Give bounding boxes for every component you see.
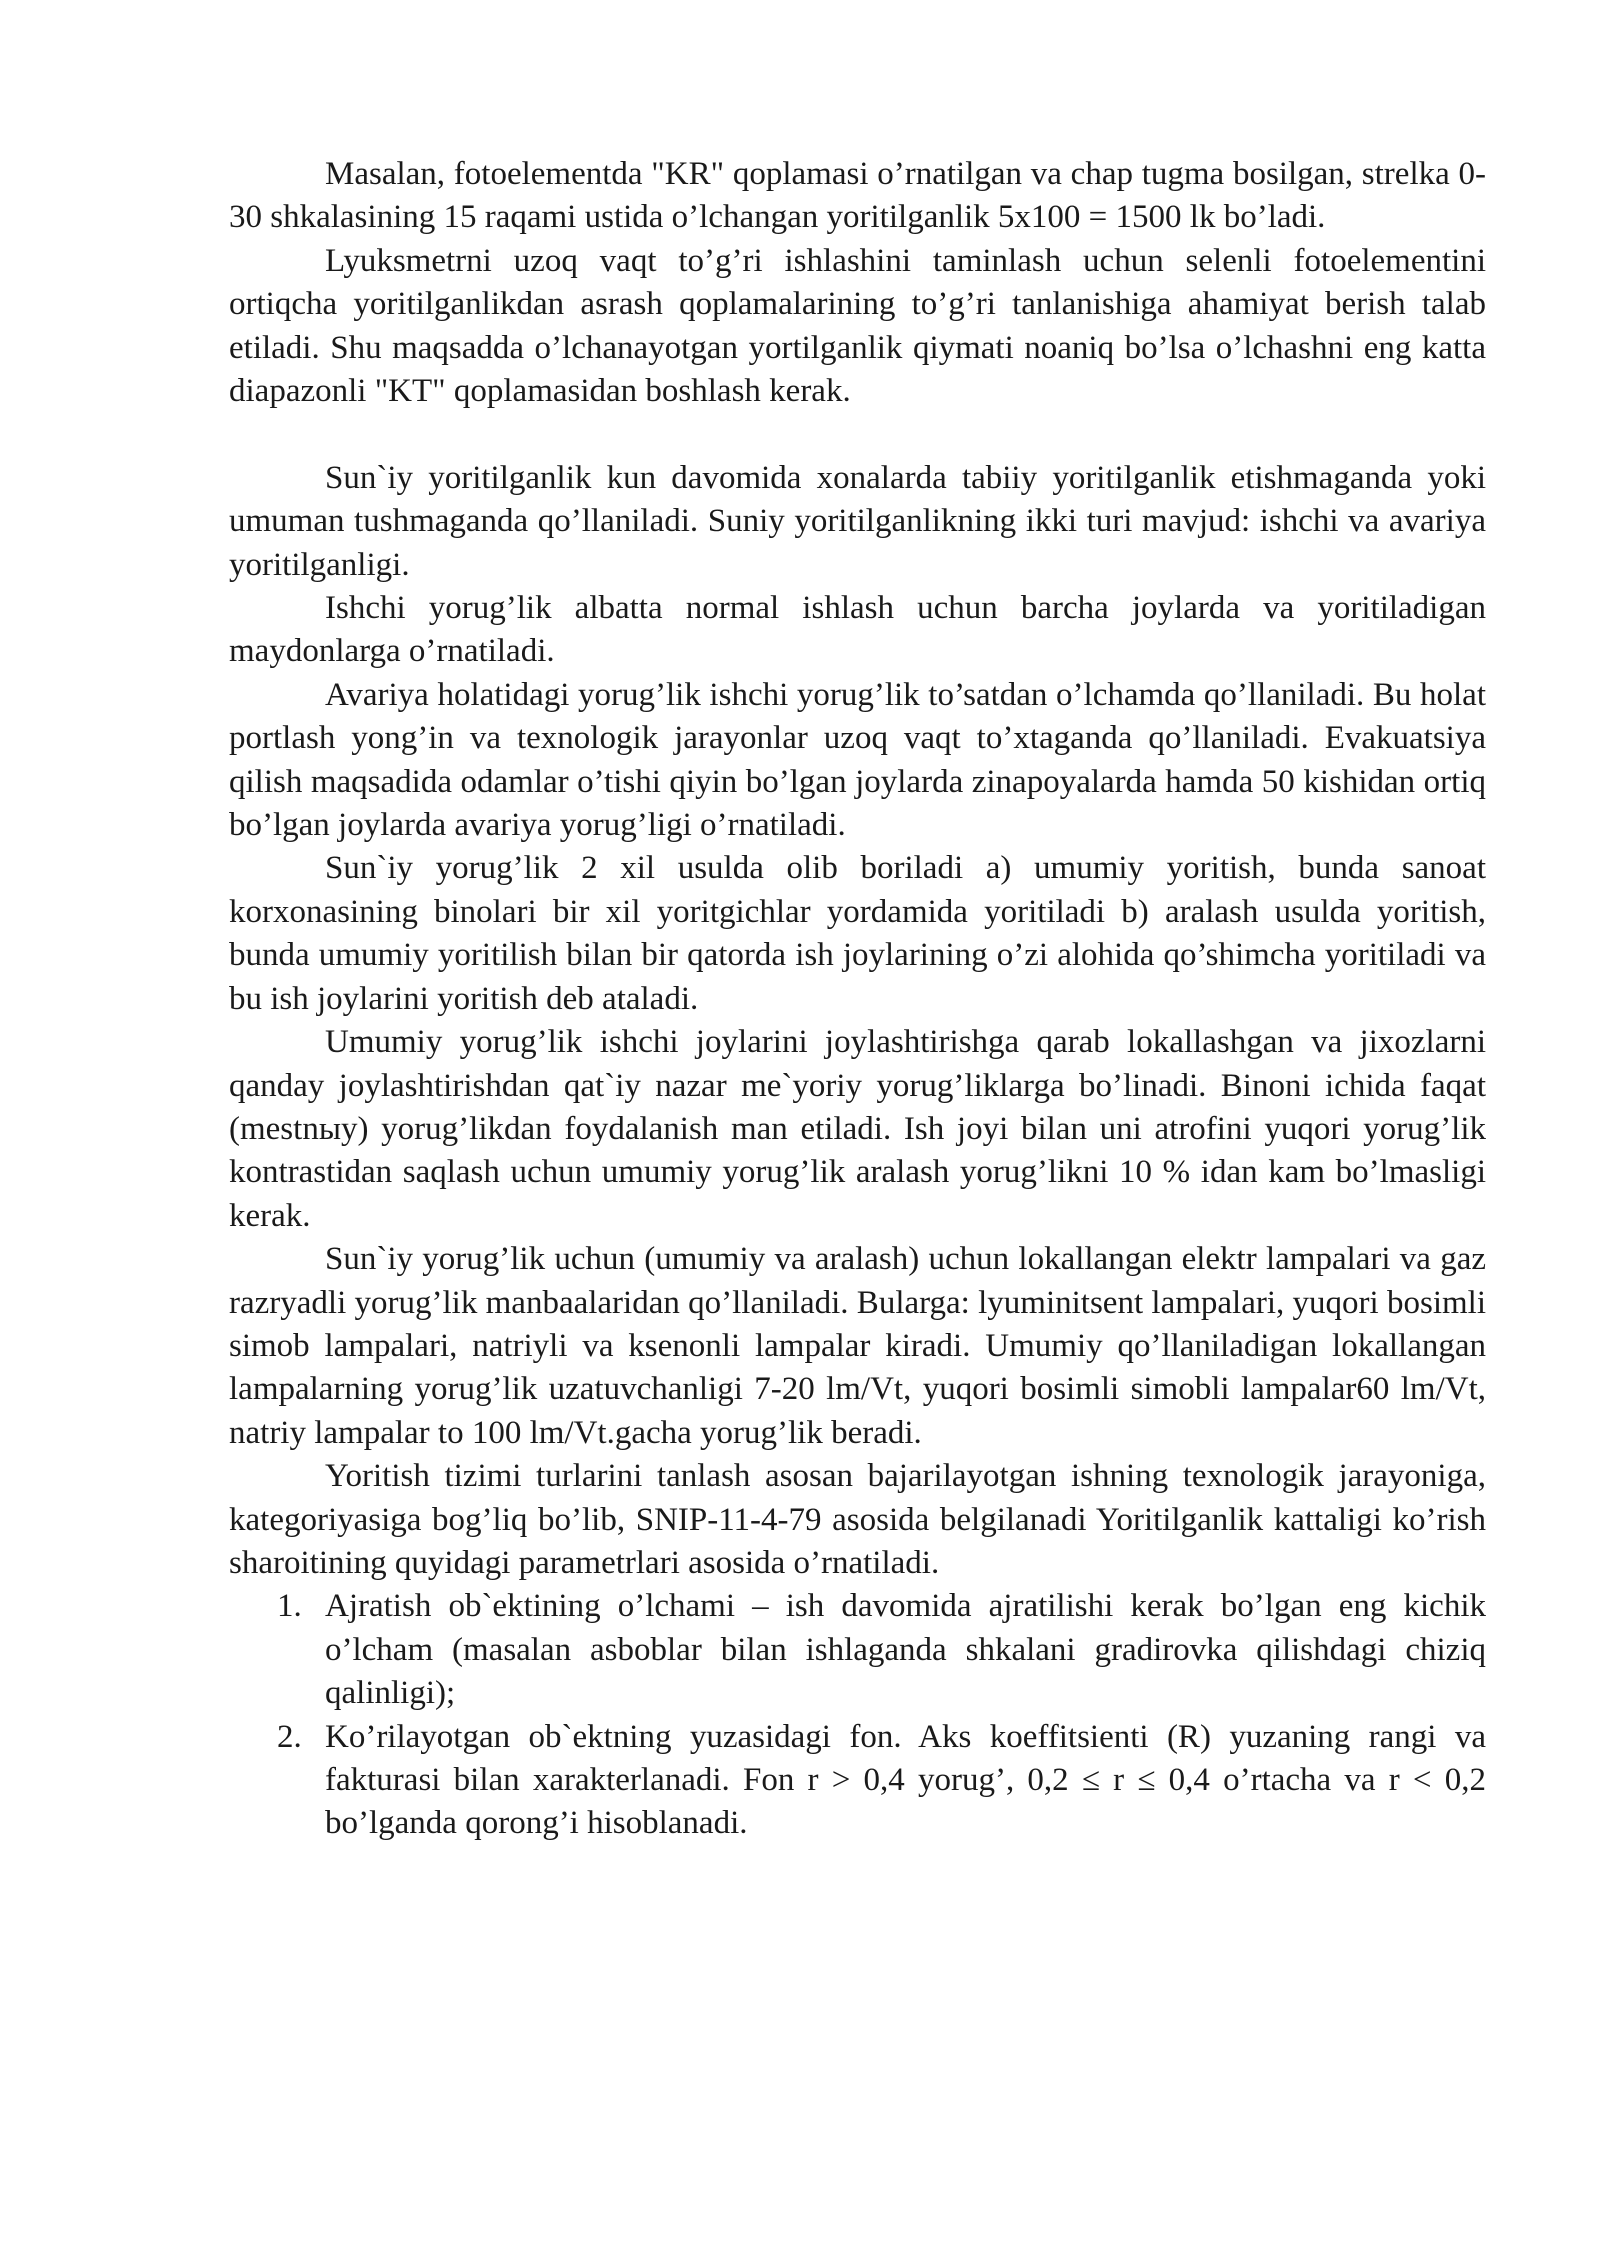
paragraph-lighting-system-selection: Yoritish tizimi turlarini tanlash asosan bajarilayotgan ishning texnologik jarayoniga, kategoriyasiga bog’liq bo’lib, SNIP-11-4-79 asosida belgilanadi Yoritilganlik kattaligi ko’rish sharoitining quyidagi parametrlari asosida o’rnatiladi. [229, 1458, 1486, 1581]
paragraph-general-lighting: Umumiy yorug’lik ishchi joylarini joylashtirishga qarab lokallashgan va jixozlarni qanday joylashtirishdan qat`iy nazar me`yoriy yorug’liklarga bo’linadi. Binoni ichida faqat (mestnыy) yorug’likdan foydalanish man etiladi. Ish joyi bilan uni atrofini yuqori yorug’lik kontrastidan saqlash uchun umumiy yorug’lik aralash yorug’likni 10 % idan kam bo’lmasligi kerak. [229, 1024, 1486, 1234]
list-item-number: 2. [277, 1718, 302, 1755]
paragraph-artificial-lighting: Sun`iy yoritilganlik kun davomida xonalarda tabiiy yoritilganlik etishmaganda yoki umuman tushmaganda qo’llaniladi. Suniy yoritilganlikning ikki turi mavjud: ishchi va avariya yoritilganligi. [229, 459, 1486, 583]
paragraph-luxmeter-example: Masalan, fotoelementda "KR" qoplamasi o’rnatilgan va chap tugma bosilgan, strelka 0-30 shkalasining 15 raqami ustida o’lchangan yoritilganlik 5x100 = 1500 lk bo’ladi. [229, 156, 1486, 236]
list-item [229, 1716, 1486, 1846]
list-item-text: Ajratish ob`ektining o’lchami – ish davomida ajratilishi kerak bo’lgan eng kichik o’lcham (masalan asboblar bilan ishlaganda shkalani gradirovka qilishdagi chiziq qalinligi); [325, 1588, 1486, 1712]
paragraph-working-lighting: Ishchi yorug’lik albatta normal ishlash uchun barcha joylarda va yoritiladigan maydonlarga o’rnatiladi. [229, 590, 1486, 670]
paragraph-lamp-types: Sun`iy yorug’lik uchun (umumiy va aralash) uchun lokallangan elektr lampalari va gaz razryadli yorug’lik manbaalaridan qo’llaniladi. Bularga: lyuminitsent lampalari, yuqori bosimli simob lampalari, natriyli va ksenonli lampalar kiradi. Umumiy qo’llaniladigan lokallangan lampalarning yorug’lik uzatuvchanligi 7-20 lm/Vt, yuqori bosimli simobli lampalar60 lm/Vt, natriy lampalar to 100 lm/Vt.gacha yorug’lik beradi. [229, 1241, 1486, 1451]
parameters-list [229, 1585, 1486, 1845]
list-item-text: Ko’rilayotgan ob`ektning yuzasidagi fon. Aks koeffitsienti (R) yuzaning rangi va fakturasi bilan xarakterlanadi. Fon r > 0,4 yorug’, 0,2 ≤ r ≤ 0,4 o’rtacha va r < 0,2 bo’lganda qorong’i hisoblanadi. [325, 1718, 1486, 1842]
document-page [229, 153, 1486, 1846]
list-item-number: 1. [277, 1588, 302, 1625]
list-item [229, 1585, 1486, 1715]
paragraph-lighting-methods: Sun`iy yorug’lik 2 xil usulda olib boriladi a) umumiy yoritish, bunda sanoat korxonasining binolari bir xil yoritgichlar yordamida yoritiladi b) aralash usulda yoritish, bunda umumiy yoritilish bilan bir qatorda ish joylarining o’zi alohida qo’shimcha yoritiladi va bu ish joylarini yoritish deb ataladi. [229, 850, 1486, 1017]
paragraph-luxmeter-care: Lyuksmetrni uzoq vaqt to’g’ri ishlashini taminlash uchun selenli fotoelementini ortiqcha yoritilganlikdan asrash qoplamalarining to’g’ri tanlanishiga ahamiyat berish talab etiladi. Shu maqsadda o’lchanayotgan yortilganlik qiymati noaniq bo’lsa o’lchashni eng katta diapazonli "KT" qoplamasidan boshlash kerak. [229, 242, 1486, 410]
blank-line [229, 413, 1486, 456]
paragraph-emergency-lighting: Avariya holatidagi yorug’lik ishchi yorug’lik to’satdan o’lchamda qo’llaniladi. Bu holat portlash yong’in va texnologik jarayonlar uzoq vaqt to’xtaganda qo’llaniladi. Evakuatsiya qilish maqsadida odamlar o’tishi qiyin bo’lgan joylarda zinapoyalarda hamda 50 kishidan ortiq bo’lgan joylarda avariya yorug’ligi o’rnatiladi. [229, 676, 1486, 844]
